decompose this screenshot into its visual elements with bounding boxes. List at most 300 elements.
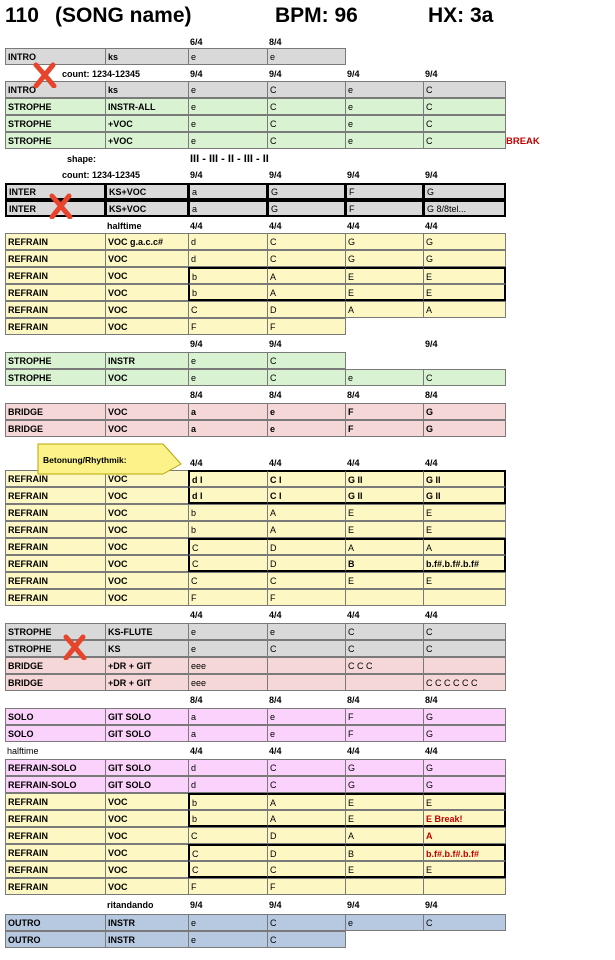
bar-3-cell: F — [345, 403, 424, 420]
instrument-cell: VOC — [105, 420, 189, 437]
table-row — [5, 98, 505, 115]
bar-1-cell: e — [188, 48, 268, 65]
bar-2-cell: 9/4 — [269, 170, 282, 180]
bar-3-cell: 4/4 — [347, 746, 360, 756]
table-row — [5, 538, 505, 555]
bar-2-cell: 9/4 — [269, 900, 282, 910]
bar-2-cell: A — [267, 793, 346, 810]
bar-2-cell: F — [267, 878, 346, 895]
bar-4-cell: G — [423, 233, 506, 250]
section-cell: OUTRO — [5, 931, 106, 948]
instrument-cell — [105, 607, 189, 624]
bar-2-cell: 8/4 — [269, 695, 282, 705]
instrument-cell: ritandando — [107, 900, 154, 910]
table-row — [5, 844, 505, 861]
bar-3-cell: G — [345, 250, 424, 267]
bar-2-cell: D — [267, 301, 346, 318]
table-row — [5, 403, 505, 420]
bar-4-cell: E — [423, 793, 506, 810]
bar-4-cell: 4/4 — [425, 221, 438, 231]
bar-4-cell: E — [423, 521, 506, 538]
bar-1-cell: eee — [188, 657, 268, 674]
instrument-cell: GIT SOLO — [105, 708, 189, 725]
bar-2-cell: 8/4 — [269, 390, 282, 400]
bar-2-cell: C — [267, 369, 346, 386]
bar-3-cell: G — [345, 759, 424, 776]
measure-header-row — [5, 607, 505, 624]
table-row — [5, 674, 505, 691]
bar-4-cell: 4/4 — [425, 458, 438, 468]
section-cell: BRIDGE — [5, 403, 106, 420]
table-row — [5, 318, 505, 335]
bar-4-cell: b.f#.b.f#.b.f# — [423, 844, 506, 861]
bar-3-cell: 4/4 — [347, 610, 360, 620]
instrument-cell: KS-FLUTE — [105, 623, 189, 640]
bar-4-cell: E Break! — [423, 810, 506, 827]
bar-1-cell: b — [188, 793, 268, 810]
measure-header-row — [5, 387, 505, 404]
section-cell — [5, 897, 106, 914]
bar-3-cell: E — [345, 793, 424, 810]
bar-3-cell — [345, 674, 424, 691]
bar-2-cell: C — [267, 233, 346, 250]
bar-3-cell: E — [345, 504, 424, 521]
section-cell: REFRAIN — [5, 521, 106, 538]
bar-3-cell: 9/4 — [347, 170, 360, 180]
bar-2-cell: A — [267, 267, 346, 284]
table-row — [5, 793, 505, 810]
section-cell: SOLO — [5, 725, 106, 742]
section-cell: REFRAIN — [5, 318, 106, 335]
bar-3-cell: 9/4 — [347, 900, 360, 910]
section-cell — [5, 336, 106, 353]
instrument-cell: +VOC — [105, 132, 189, 149]
bar-4-cell — [423, 151, 506, 168]
bar-1-cell: b — [188, 810, 268, 827]
bar-2-cell: D — [267, 538, 346, 555]
bar-1-cell: e — [188, 115, 268, 132]
bar-4-cell: G — [423, 708, 506, 725]
bar-1-cell: a — [188, 403, 268, 420]
section-cell: REFRAIN — [5, 301, 106, 318]
bar-3-cell: G II — [345, 470, 424, 487]
bar-2-cell: 4/4 — [269, 458, 282, 468]
bar-1-cell: e — [188, 914, 268, 931]
bar-2-cell: C — [267, 861, 346, 878]
bar-1-cell: C — [188, 301, 268, 318]
table-row — [5, 183, 505, 200]
bar-4-cell: G — [423, 725, 506, 742]
bar-1-cell: 4/4 — [190, 746, 203, 756]
bar-2-cell: A — [267, 521, 346, 538]
section-cell: OUTRO — [5, 914, 106, 931]
bar-4-cell — [423, 878, 506, 895]
bar-2-cell: C — [267, 914, 346, 931]
bar-1-cell: b — [188, 284, 268, 301]
bar-4-cell: 4/4 — [425, 610, 438, 620]
bar-1-cell: C — [188, 827, 268, 844]
section-cell: SOLO — [5, 708, 106, 725]
bar-2-cell: G — [267, 183, 346, 200]
bar-3-cell: e — [345, 914, 424, 931]
bar-4-cell: 8/4 — [425, 390, 438, 400]
measure-header-row — [5, 692, 505, 709]
bar-1-cell: 4/4 — [190, 458, 203, 468]
instrument-cell: VOC — [105, 793, 189, 810]
bar-4-cell: G II — [423, 470, 506, 487]
bar-3-cell — [345, 878, 424, 895]
section-cell — [5, 387, 106, 404]
shape-pattern: III - III - II - III - II — [190, 153, 269, 165]
instrument-cell: VOC — [105, 470, 189, 487]
bar-4-cell: 9/4 — [425, 170, 438, 180]
bar-1-cell: 4/4 — [190, 221, 203, 231]
section-cell: REFRAIN — [5, 284, 106, 301]
section-cell: REFRAIN — [5, 827, 106, 844]
instrument-cell: INSTR — [105, 931, 189, 948]
instrument-cell: ks — [105, 81, 189, 98]
bar-3-cell: G — [345, 776, 424, 793]
instrument-cell: VOC — [105, 538, 189, 555]
bar-3-cell: B — [345, 844, 424, 861]
bar-1-cell: 9/4 — [190, 900, 203, 910]
bar-2-cell — [267, 674, 346, 691]
table-row — [5, 267, 505, 284]
bar-1-cell: C — [188, 538, 268, 555]
bar-4-cell: C — [423, 369, 506, 386]
bar-2-cell: e — [267, 420, 346, 437]
instrument-cell — [105, 692, 189, 709]
bar-2-cell: 4/4 — [269, 746, 282, 756]
section-cell: REFRAIN-SOLO — [5, 776, 106, 793]
section-cell: REFRAIN — [5, 810, 106, 827]
section-cell: INTER — [5, 183, 106, 200]
bar-2-cell: 9/4 — [269, 339, 282, 349]
bar-4-cell: C — [423, 640, 506, 657]
measure-header-row — [5, 336, 505, 353]
instrument-cell: VOC — [105, 369, 189, 386]
bar-1-cell: a — [188, 200, 268, 217]
bar-1-cell: a — [188, 420, 268, 437]
instrument-cell: VOC — [105, 589, 189, 606]
section-cell: INTRO — [5, 81, 106, 98]
table-row — [5, 352, 505, 369]
bar-4-cell: A — [423, 538, 506, 555]
measure-header-row — [5, 743, 505, 760]
bar-1-cell: d I — [188, 487, 268, 504]
bar-2-cell: D — [267, 827, 346, 844]
bar-1-cell: 6/4 — [190, 37, 203, 47]
section-cell: REFRAIN — [5, 487, 106, 504]
bar-3-cell: C — [345, 623, 424, 640]
table-row — [5, 487, 505, 504]
section-cell: halftime — [7, 746, 39, 756]
measure-header-row — [5, 167, 505, 184]
callout-label: Betonung/Rhythmik: — [43, 455, 127, 465]
table-row — [5, 827, 505, 844]
bar-4-cell: A — [423, 301, 506, 318]
section-cell: STROPHE — [5, 369, 106, 386]
cross-mark-icon — [62, 634, 88, 660]
instrument-cell — [105, 336, 189, 353]
bar-1-cell: F — [188, 589, 268, 606]
bar-3-cell: E — [345, 810, 424, 827]
bar-2-cell: F — [267, 589, 346, 606]
bar-1-cell: b — [188, 267, 268, 284]
bar-4-cell: C — [423, 81, 506, 98]
bar-1-cell: eee — [188, 674, 268, 691]
bar-1-cell: b — [188, 521, 268, 538]
bar-1-cell: 8/4 — [190, 695, 203, 705]
bar-4-cell: C — [423, 132, 506, 149]
section-cell: STROPHE — [5, 132, 106, 149]
bar-3-cell: A — [345, 538, 424, 555]
instrument-cell: VOC g.a.c.c# — [105, 233, 189, 250]
table-row — [5, 725, 505, 742]
bar-2-cell: F — [267, 318, 346, 335]
table-row — [5, 931, 505, 948]
bar-4-cell: G — [423, 183, 506, 200]
bar-1-cell: 8/4 — [190, 390, 203, 400]
bar-1-cell: d — [188, 250, 268, 267]
bar-2-cell: 9/4 — [269, 69, 282, 79]
bar-1-cell: d — [188, 759, 268, 776]
bar-1-cell: F — [188, 318, 268, 335]
table-row — [5, 776, 505, 793]
bar-1-cell: d I — [188, 470, 268, 487]
instrument-cell: VOC — [105, 267, 189, 284]
section-cell: BRIDGE — [5, 657, 106, 674]
bar-1-cell: e — [188, 931, 268, 948]
bar-3-cell: F — [345, 200, 424, 217]
bar-1-cell: e — [188, 98, 268, 115]
measure-header-row — [5, 897, 505, 914]
instrument-cell: halftime — [107, 221, 142, 231]
bar-2-cell: e — [267, 725, 346, 742]
section-cell: REFRAIN — [5, 538, 106, 555]
bar-2-cell: C — [267, 931, 346, 948]
instrument-cell: count: 1234-12345 — [62, 69, 141, 79]
instrument-cell: VOC — [105, 861, 189, 878]
section-cell: REFRAIN — [5, 572, 106, 589]
section-cell: REFRAIN — [5, 878, 106, 895]
bar-2-cell: e — [267, 708, 346, 725]
bar-1-cell: e — [188, 623, 268, 640]
table-row — [5, 810, 505, 827]
break-note: BREAK — [506, 136, 540, 147]
bar-2-cell: e — [267, 403, 346, 420]
table-row — [5, 572, 505, 589]
section-cell: STROPHE — [5, 115, 106, 132]
bar-4-cell: G — [423, 403, 506, 420]
section-cell: REFRAIN — [5, 861, 106, 878]
bar-1-cell: a — [188, 708, 268, 725]
table-row — [5, 301, 505, 318]
bar-2-cell: 8/4 — [269, 37, 282, 47]
instrument-cell: VOC — [105, 844, 189, 861]
bar-3-cell: G II — [345, 487, 424, 504]
bar-4-cell: G — [423, 776, 506, 793]
bar-3-cell: 9/4 — [347, 69, 360, 79]
bar-2-cell: C — [267, 759, 346, 776]
section-cell: REFRAIN — [5, 793, 106, 810]
bar-3-cell: E — [345, 572, 424, 589]
bar-3-cell: e — [345, 132, 424, 149]
section-cell: INTER — [5, 200, 106, 217]
bar-2-cell: 4/4 — [269, 610, 282, 620]
bar-2-cell: G — [267, 200, 346, 217]
bar-3-cell: E — [345, 284, 424, 301]
bar-2-cell: 4/4 — [269, 221, 282, 231]
bar-3-cell: G — [345, 233, 424, 250]
instrument-cell: VOC — [105, 284, 189, 301]
section-cell: INTRO — [5, 48, 106, 65]
bar-2-cell: C I — [267, 487, 346, 504]
table-row — [5, 708, 505, 725]
instrument-cell: KS+VOC — [105, 200, 189, 217]
section-cell: REFRAIN — [5, 589, 106, 606]
bar-2-cell: C — [267, 81, 346, 98]
instrument-cell: VOC — [105, 827, 189, 844]
bar-1-cell: C — [188, 555, 268, 572]
table-row — [5, 81, 505, 98]
bar-4-cell: C — [423, 98, 506, 115]
bar-2-cell: C — [267, 250, 346, 267]
bar-1-cell: C — [188, 861, 268, 878]
bar-4-cell: 4/4 — [425, 746, 438, 756]
instrument-cell: INSTR — [105, 914, 189, 931]
bar-3-cell: C — [345, 640, 424, 657]
section-cell: STROPHE — [5, 352, 106, 369]
bar-3-cell: E — [345, 861, 424, 878]
bar-1-cell: 9/4 — [190, 339, 203, 349]
bar-1-cell: d — [188, 776, 268, 793]
table-row — [5, 589, 505, 606]
bar-3-cell: 4/4 — [347, 458, 360, 468]
bar-1-cell: e — [188, 132, 268, 149]
instrument-cell: +VOC — [105, 115, 189, 132]
section-cell: BRIDGE — [5, 674, 106, 691]
bar-2-cell — [267, 657, 346, 674]
bar-3-cell: E — [345, 521, 424, 538]
bar-3-cell: e — [345, 98, 424, 115]
section-cell: REFRAIN — [5, 555, 106, 572]
table-row — [5, 521, 505, 538]
instrument-cell: VOC — [105, 487, 189, 504]
bar-3-cell: 8/4 — [347, 695, 360, 705]
bar-4-cell: C — [423, 115, 506, 132]
bar-3-cell: C C C — [345, 657, 424, 674]
bar-1-cell: e — [188, 352, 268, 369]
bar-3-cell: F — [345, 183, 424, 200]
instrument-cell: INSTR-ALL — [105, 98, 189, 115]
instrument-cell: VOC — [105, 555, 189, 572]
song-number: 110 — [5, 4, 39, 27]
bar-4-cell: E — [423, 504, 506, 521]
section-cell: REFRAIN — [5, 504, 106, 521]
bar-3-cell: B — [345, 555, 424, 572]
bar-4-cell: 9/4 — [425, 339, 438, 349]
bar-3-cell: F — [345, 420, 424, 437]
table-row — [5, 878, 505, 895]
table-row — [5, 861, 505, 878]
bar-2-cell: C — [267, 132, 346, 149]
bar-3-cell: A — [345, 827, 424, 844]
instrument-cell: VOC — [105, 318, 189, 335]
section-cell: REFRAIN-SOLO — [5, 759, 106, 776]
bar-4-cell: E — [423, 267, 506, 284]
bar-4-cell: E — [423, 572, 506, 589]
bar-4-cell — [423, 657, 506, 674]
bar-3-cell: F — [345, 708, 424, 725]
section-cell: REFRAIN — [5, 470, 106, 487]
instrument-cell: VOC — [105, 878, 189, 895]
section-cell: REFRAIN — [5, 233, 106, 250]
bar-2-cell: C — [267, 352, 346, 369]
instrument-cell: +DR + GIT — [105, 657, 189, 674]
instrument-cell: INSTR — [105, 352, 189, 369]
section-cell: BRIDGE — [5, 420, 106, 437]
bar-2-cell: C I — [267, 470, 346, 487]
bar-4-cell: G — [423, 250, 506, 267]
bar-2-cell: C — [267, 98, 346, 115]
bar-4-cell: C — [423, 623, 506, 640]
bar-4-cell: G 8/8tel... — [423, 200, 506, 217]
bar-3-cell — [345, 589, 424, 606]
table-row — [5, 132, 505, 149]
instrument-cell: VOC — [105, 521, 189, 538]
bar-1-cell: a — [188, 183, 268, 200]
bar-1-cell: 9/4 — [190, 170, 203, 180]
cross-mark-icon — [32, 62, 58, 88]
bar-4-cell: E — [423, 861, 506, 878]
bar-2-cell: C — [267, 776, 346, 793]
bar-4-cell: C C C C C C — [423, 674, 506, 691]
measure-header-row — [5, 151, 505, 168]
section-cell: STROPHE — [5, 623, 106, 640]
instrument-cell: shape: — [67, 154, 97, 164]
bar-2-cell: e — [267, 623, 346, 640]
bar-3-cell: e — [345, 369, 424, 386]
instrument-cell: VOC — [105, 810, 189, 827]
bar-3-cell: e — [345, 115, 424, 132]
section-cell: REFRAIN — [5, 250, 106, 267]
section-cell — [5, 607, 106, 624]
bar-2-cell: C — [267, 640, 346, 657]
table-row — [5, 420, 505, 437]
bar-1-cell: F — [188, 878, 268, 895]
bar-2-cell: A — [267, 504, 346, 521]
section-cell: STROPHE — [5, 98, 106, 115]
bar-3-cell: 4/4 — [347, 221, 360, 231]
instrument-cell: VOC — [105, 301, 189, 318]
table-row — [5, 200, 505, 217]
bar-1-cell: 9/4 — [190, 69, 203, 79]
bar-2-cell: C — [267, 115, 346, 132]
instrument-cell: VOC — [105, 250, 189, 267]
table-row — [5, 555, 505, 572]
section-cell: REFRAIN — [5, 267, 106, 284]
bar-1-cell: C — [188, 844, 268, 861]
bar-1-cell: C — [188, 572, 268, 589]
bar-1-cell: a — [188, 725, 268, 742]
instrument-cell: count: 1234-12345 — [62, 170, 141, 180]
bar-4-cell: 8/4 — [425, 695, 438, 705]
table-row — [5, 759, 505, 776]
section-cell — [5, 692, 106, 709]
bar-4-cell: C — [423, 914, 506, 931]
instrument-cell: KS — [105, 640, 189, 657]
